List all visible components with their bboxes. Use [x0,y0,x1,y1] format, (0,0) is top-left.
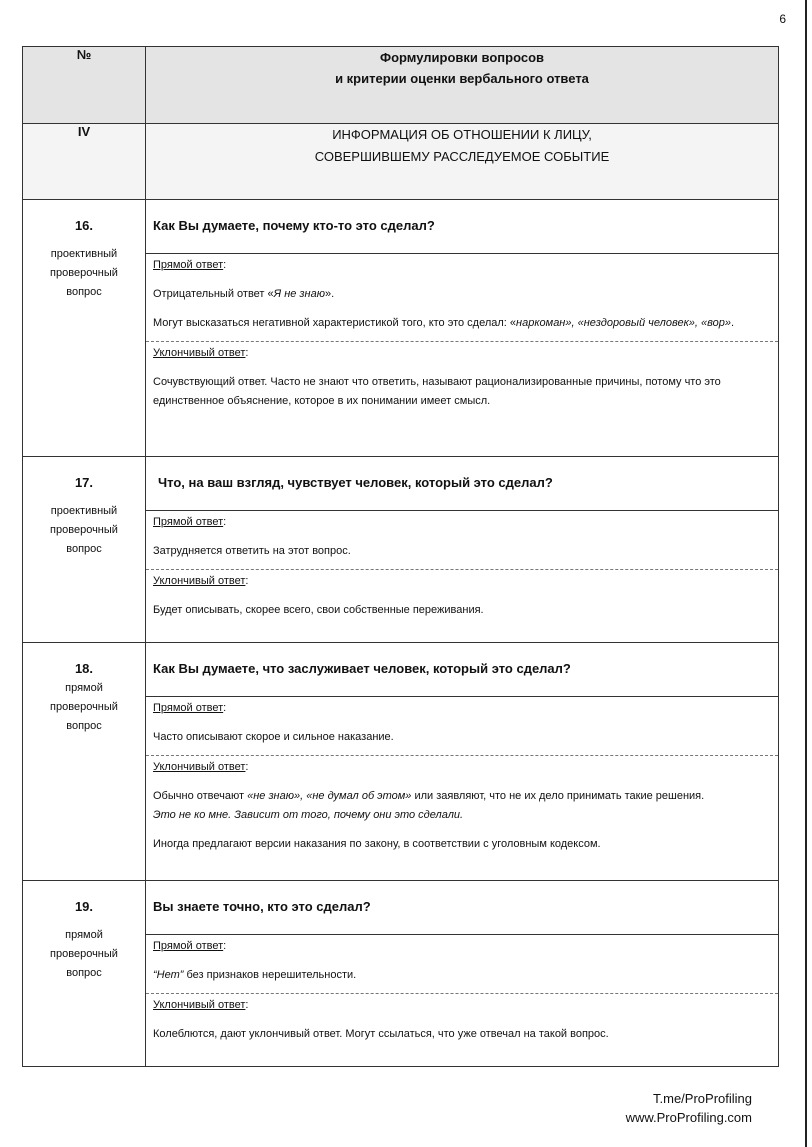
evasive-answer-label: Уклончивый ответ [153,999,246,1011]
question-meta-cell [23,881,146,1067]
footer-website-link[interactable]: www.ProProfiling.com [625,1110,752,1125]
italic-quote: Это не ко мне. Зависит от того, почему они это сделали. [153,809,464,821]
direct-answer-label: Прямой ответ [153,516,224,528]
evasive-answer-block [146,341,778,419]
question-type-line: прямой [65,929,103,941]
direct-answer-label: Прямой ответ [153,702,224,714]
label-colon: : [245,999,249,1011]
evasive-answer-block [146,755,778,862]
question-number: 18. [74,661,94,676]
question-type-line: вопрос [66,720,102,732]
evasive-answer-text: Иногда предлагают версии наказания по закону, в соответствии с уголовным кодексом. [153,838,601,850]
page-edge-rule [805,0,807,1147]
section-title-line2: СОВЕРШИВШЕМУ РАССЛЕДУЕМОЕ СОБЫТИЕ [314,149,610,164]
footer-telegram-link[interactable]: T.me/ProProfiling [653,1091,752,1106]
italic-quote: “Нет” [153,969,184,981]
direct-answer-label: Прямой ответ [153,259,224,271]
question-content-cell [146,200,779,457]
label-colon: : [245,761,249,773]
label-colon: : [223,516,227,528]
label-colon: : [245,575,249,587]
section-roman: IV [77,124,91,139]
section-title-line1: ИНФОРМАЦИЯ ОБ ОТНОШЕНИИ К ЛИЦУ, [332,127,592,142]
question-text: Как Вы думаете, почему кто-то это сделал? [146,200,778,254]
header-criteria-cell [146,47,779,124]
direct-answer-block [146,254,778,341]
direct-answer-block [146,697,778,755]
question-type-line: проверочный [50,524,118,536]
question-content-cell [146,457,779,643]
question-number: 17. [74,475,94,490]
italic-quote: «не знаю», «не думал об этом» [247,790,412,802]
question-type-line: вопрос [66,967,102,979]
evasive-answer-label: Уклончивый ответ [153,575,246,587]
question-number: 16. [74,218,94,233]
label-colon: : [223,702,227,714]
evasive-answer-text: Будет описывать, скорее всего, свои собственные переживания. [153,604,484,616]
evasive-answer-text [153,787,771,825]
question-type-line: проверочный [50,267,118,279]
section-row [23,124,779,200]
question-row-19 [23,881,779,1067]
question-type [23,245,145,302]
direct-answer-text [153,314,771,333]
question-type-line: проверочный [50,948,118,960]
direct-answer-text [153,966,771,985]
direct-answer-block [146,935,778,993]
evasive-answer-block [146,993,778,1052]
question-text: Как Вы думаете, что заслуживает человек, который это сделал? [146,643,778,697]
evasive-answer-label: Уклончивый ответ [153,347,246,359]
question-type-line: проективный [50,248,118,260]
question-type-line: вопрос [66,543,102,555]
table-header-row [23,47,779,124]
label-colon: : [223,259,227,271]
text-span: Обычно отвечают [153,790,248,802]
text-span: или заявляют, что не их дело принимать такие решения. [411,790,705,802]
text-span: . [730,317,735,329]
question-text: Что, на ваш взгляд, чувствует человек, который это сделал? [146,457,778,511]
header-num-cell [23,47,146,124]
header-num: № [76,47,92,62]
question-text: Вы знаете точно, кто это сделал? [146,881,778,935]
header-criteria-line2: и критерии оценки вербального ответа [335,71,589,86]
text-span: Отрицательный ответ « [153,288,274,300]
italic-quote: наркоман», «нездоровый человек», «вор» [516,317,731,329]
header-criteria-line1: Формулировки вопросов [379,50,545,65]
question-meta-cell [23,457,146,643]
question-type-line: проективный [50,505,118,517]
question-meta-cell [23,643,146,881]
label-colon: : [223,940,227,952]
evasive-answer-block [146,569,778,628]
question-row-17 [23,457,779,643]
question-type-line: проверочный [50,701,118,713]
direct-answer-text: Часто описывают скорое и сильное наказание. [153,731,394,743]
question-content-cell [146,643,779,881]
questions-table [22,46,779,1067]
text-span: ». [324,288,335,300]
direct-answer-label: Прямой ответ [153,940,224,952]
direct-answer-text [153,285,771,304]
question-type [23,926,145,983]
question-row-16 [23,200,779,457]
question-type [23,502,145,559]
section-title-cell [146,124,779,200]
question-number: 19. [74,899,94,914]
direct-answer-text: Затрудняется ответить на этот вопрос. [153,545,351,557]
section-roman-cell [23,124,146,200]
evasive-answer-text: Колеблются, дают уклончивый ответ. Могут ссылаться, что уже отвечал на такой вопрос. [153,1028,609,1040]
direct-answer-block [146,511,778,569]
italic-quote: Я не знаю [273,288,325,300]
evasive-answer-text: Сочувствующий ответ. Часто не знают что ответить, называют рационализированные причины, потому что это единственное объяснение, которое в их понимании имеет смысл. [153,376,721,407]
question-meta-cell [23,200,146,457]
question-type-line: прямой [65,682,103,694]
evasive-answer-label: Уклончивый ответ [153,761,246,773]
text-span: без признаков нерешительности. [183,969,357,981]
question-type-line: вопрос [66,286,102,298]
text-span: Могут высказаться негативной характеристикой того, кто это сделал: « [153,317,517,329]
footer [626,1089,752,1127]
question-row-18 [23,643,779,881]
label-colon: : [245,347,249,359]
page-number: 6 [779,12,786,26]
question-content-cell [146,881,779,1067]
question-type [23,679,145,736]
